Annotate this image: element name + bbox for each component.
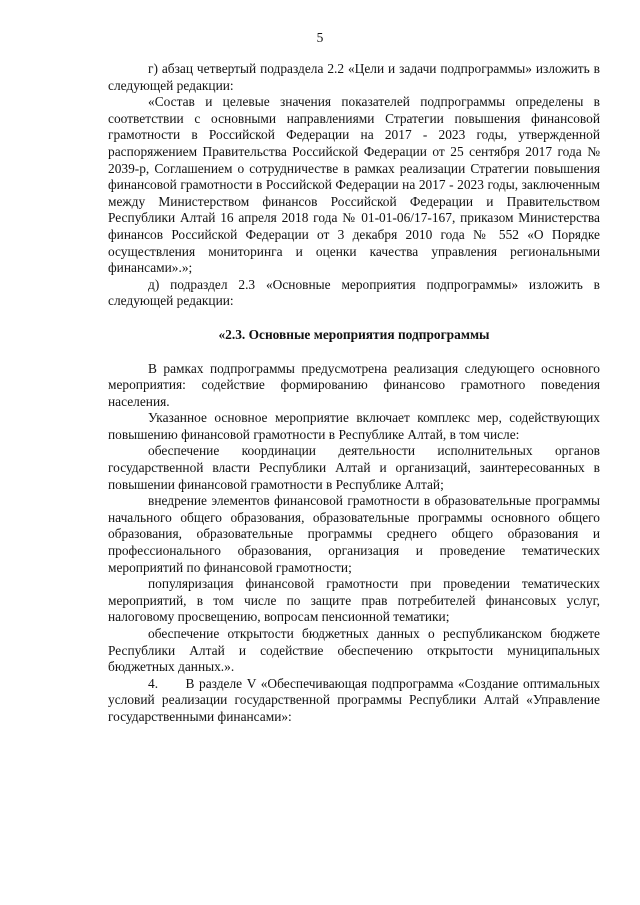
- paragraph-quoted-indicators: «Состав и целевые значения показателей подпрограммы определены в соответствии с основными направлениями Стратегии повышения финансовой грамотности в Российской Федерации на 2017 - 2023 годы, утвержденной распоряжением Правительства Российской Федерации от 25 сентября 2017 года № 2039-р, Соглашением о сотрудничестве в рамках реализации Стратегии повышения финансовой грамотности в Российской Федерации на 2017 - 2023 годы, заключенным между Министерством финансов Российской Федерации и Правительством Республики Алтай 16 апреля 2018 года № 01-01-06/17-167, приказом Министерства финансов Российской Федерации от 3 декабря 2010 года № 552 «О Порядке осуществления мониторинга и оценки качества управления региональными финансами».»;: [108, 94, 600, 276]
- paragraph-amendment-d: д) подраздел 2.3 «Основные мероприятия подпрограммы» изложить в следующей редакции:: [108, 276, 600, 309]
- page-number: 5: [316, 30, 324, 45]
- paragraph-item-4: 4. В разделе V «Обеспечивающая подпрограмма «Создание оптимальных условий реализации государственной программы Республики Алтай «Управление государственными финансами»:: [108, 675, 604, 724]
- paragraph-measures-intro: Указанное основное мероприятие включает комплекс мер, содействующих повышению финансовой грамотности в Республике Алтай, в том числе:: [108, 410, 600, 442]
- list-item-popularization: популяризация финансовой грамотности при проведении тематических мероприятий, в том числе по защите прав потребителей финансовых услуг, налоговому просвещению, вопросам пенсионной тематики;: [108, 576, 600, 625]
- section-heading: «2.3. Основные мероприятия подпрограммы: [218, 326, 490, 342]
- document-body: [108, 61, 604, 726]
- paragraph-amendment-g: г) абзац четвертый подраздела 2.2 «Цели и задачи подпрограммы» изложить в следующей редакции:: [108, 61, 600, 93]
- list-item-budget-openness: обеспечение открытости бюджетных данных о республиканском бюджете Республики Алтай и содействие обеспечению открытости муниципальных бюджетных данных.».: [108, 626, 600, 675]
- list-item-education: внедрение элементов финансовой грамотности в образовательные программы начального общего образования, образовательные программы основного общего образования, образовательные программы среднего общего образования и профессионального образования, организация и проведение тематических мероприятий по финансовой грамотности;: [108, 493, 600, 575]
- paragraph-main-activity: В рамках подпрограммы предусмотрена реализация следующего основного мероприятия: содействие формированию финансово грамотного поведения населения.: [108, 360, 600, 409]
- list-item-coordination: обеспечение координации деятельности исполнительных органов государственной власти Республики Алтай и организаций, заинтересованных в повышении финансовой грамотности в Республике Алтай;: [108, 443, 600, 492]
